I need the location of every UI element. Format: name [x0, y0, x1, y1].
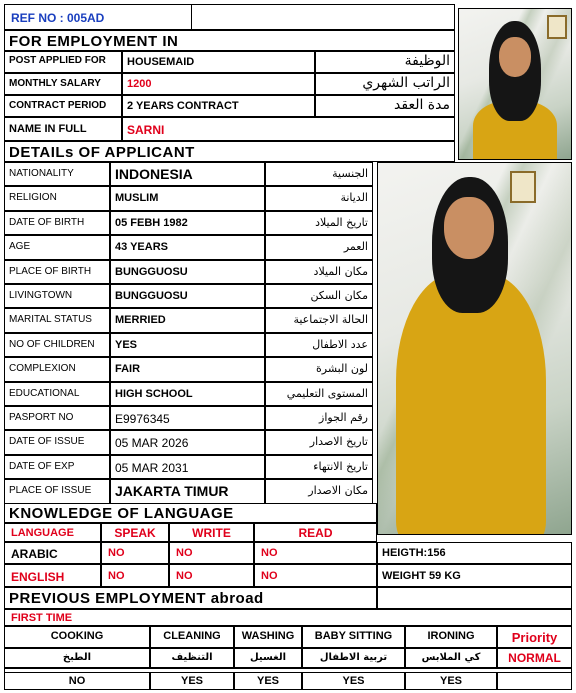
language-title: KNOWLEDGE OF LANGUAGE — [4, 503, 377, 523]
detail-arabic: رقم الجواز — [265, 406, 373, 430]
detail-label: AGE — [4, 235, 110, 259]
first-time-label: FIRST TIME — [4, 609, 572, 626]
arabic-speak: NO — [101, 542, 169, 564]
detail-value: FAIR — [110, 357, 265, 381]
skill-cleaning-header: CLEANING — [150, 626, 234, 648]
skill-cooking-arabic: الطبخ — [4, 648, 150, 668]
detail-arabic: تاريخ الاصدار — [265, 430, 373, 454]
detail-value: BUNGGUOSU — [110, 260, 265, 284]
employment-title: FOR EMPLOYMENT IN — [4, 30, 455, 51]
detail-arabic: العمر — [265, 235, 373, 259]
details-title: DETAILs OF APPLICANT — [4, 141, 455, 162]
height-value: HEIGTH:156 — [377, 542, 572, 564]
post-value: HOUSEMAID — [122, 51, 315, 73]
skill-washing-arabic: الغسيل — [234, 648, 302, 668]
detail-value: 05 MAR 2026 — [110, 430, 265, 454]
priority-value: NORMAL — [497, 648, 572, 668]
skill-cleaning-value: YES — [150, 672, 234, 690]
detail-arabic: مكان الميلاد — [265, 260, 373, 284]
ref-empty-cell — [191, 4, 455, 30]
skill-washing-value: YES — [234, 672, 302, 690]
skill-babysitting-header: BABY SITTING — [302, 626, 405, 648]
skill-ironing-value: YES — [405, 672, 497, 690]
detail-label: COMPLEXION — [4, 357, 110, 381]
lang-header-language: LANGUAGE — [4, 523, 101, 542]
skill-cooking-header: COOKING — [4, 626, 150, 648]
detail-value: 05 FEBH 1982 — [110, 211, 265, 235]
skill-babysitting-arabic: تربية الاطفال — [302, 648, 405, 668]
detail-label: DATE OF BIRTH — [4, 211, 110, 235]
salary-label: MONTHLY SALARY — [4, 73, 122, 95]
detail-label: EDUCATIONAL — [4, 382, 110, 406]
detail-label: LIVINGTOWN — [4, 284, 110, 308]
detail-arabic: الديانة — [265, 186, 373, 210]
arabic-write: NO — [169, 542, 254, 564]
lang-header-write: WRITE — [169, 523, 254, 542]
detail-value: HIGH SCHOOL — [110, 382, 265, 406]
name-label: NAME IN FULL — [4, 117, 122, 141]
detail-value: MERRIED — [110, 308, 265, 332]
lang-header-read: READ — [254, 523, 377, 542]
lang-english: ENGLISH — [4, 564, 101, 587]
lang-arabic: ARABIC — [4, 542, 101, 564]
post-label: POST APPLIED FOR — [4, 51, 122, 73]
name-value: SARNI — [122, 117, 455, 141]
skill-babysitting-value: YES — [302, 672, 405, 690]
detail-label: NATIONALITY — [4, 162, 110, 186]
detail-arabic: تاريخ الانتهاء — [265, 455, 373, 479]
detail-label: NO OF CHILDREN — [4, 333, 110, 357]
detail-value: 43 YEARS — [110, 235, 265, 259]
detail-arabic: الحالة الاجتماعية — [265, 308, 373, 332]
detail-arabic: المستوى التعليمي — [265, 382, 373, 406]
post-arabic: الوظيفة — [315, 51, 455, 73]
detail-arabic: مكان الاصدار — [265, 479, 373, 503]
contract-value: 2 YEARS CONTRACT — [122, 95, 315, 117]
ref-number: REF NO : 005AD — [4, 4, 192, 30]
skill-washing-header: WASHING — [234, 626, 302, 648]
detail-arabic: الجنسية — [265, 162, 373, 186]
detail-arabic: مكان السكن — [265, 284, 373, 308]
skill-cleaning-arabic: التنظيف — [150, 648, 234, 668]
detail-value: 05 MAR 2031 — [110, 455, 265, 479]
salary-arabic: الراتب الشهري — [315, 73, 455, 95]
english-speak: NO — [101, 564, 169, 587]
detail-arabic: عدد الاطفال — [265, 333, 373, 357]
detail-label: PLACE OF BIRTH — [4, 260, 110, 284]
detail-label: DATE OF ISSUE — [4, 430, 110, 454]
detail-arabic: لون البشرة — [265, 357, 373, 381]
english-write: NO — [169, 564, 254, 587]
detail-value: YES — [110, 333, 265, 357]
small-photo — [458, 8, 572, 160]
detail-arabic: تاريخ الميلاد — [265, 211, 373, 235]
skill-cooking-value: NO — [4, 672, 150, 690]
previous-empty-cell — [377, 587, 572, 609]
detail-label: PASPORT NO — [4, 406, 110, 430]
skill-ironing-header: IRONING — [405, 626, 497, 648]
detail-label: MARITAL STATUS — [4, 308, 110, 332]
detail-label: RELIGION — [4, 186, 110, 210]
salary-value: 1200 — [122, 73, 315, 95]
contract-arabic: مدة العقد — [315, 95, 455, 117]
arabic-read: NO — [254, 542, 377, 564]
detail-label: DATE OF EXP — [4, 455, 110, 479]
detail-value: BUNGGUOSU — [110, 284, 265, 308]
detail-value: E9976345 — [110, 406, 265, 430]
detail-label: PLACE OF ISSUE — [4, 479, 110, 503]
detail-value: JAKARTA TIMUR — [110, 479, 265, 503]
weight-value: WEIGHT 59 KG — [377, 564, 572, 587]
detail-value: INDONESIA — [110, 162, 265, 186]
priority-empty-cell — [497, 672, 572, 690]
detail-value: MUSLIM — [110, 186, 265, 210]
skill-ironing-arabic: كي الملابس — [405, 648, 497, 668]
english-read: NO — [254, 564, 377, 587]
contract-label: CONTRACT PERIOD — [4, 95, 122, 117]
priority-label: Priority — [497, 626, 572, 648]
previous-employment-title: PREVIOUS EMPLOYMENT abroad — [4, 587, 377, 609]
full-photo — [377, 162, 572, 535]
lang-header-speak: SPEAK — [101, 523, 169, 542]
